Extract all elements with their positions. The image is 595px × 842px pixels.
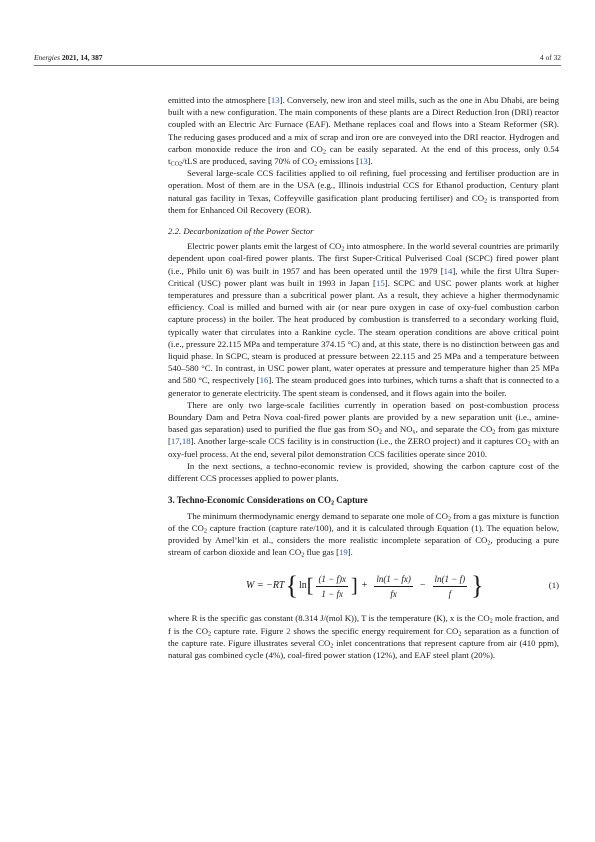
- citation-link[interactable]: 16: [259, 375, 269, 386]
- citation-link[interactable]: 18: [181, 436, 191, 447]
- citation-link[interactable]: 14: [443, 265, 453, 276]
- journal-name: Energies: [34, 53, 60, 62]
- section-heading-2-2: 2.2. Decarbonization of the Power Sector: [168, 226, 314, 237]
- citation-link[interactable]: 13: [359, 156, 368, 167]
- paragraph-power-plants: Electric power plants emit the largest of $CO_2$ into atmosphere. In the world several countries are primarily dependent upon coal-fired power plants. The first Super-Critical Pulverised Coal (SCPC) fired power plant (i.e., Philo unit 6) was built in 1957 and has been operated until the 1979 [14], while the first Ultra Super-Critical (USC) power plant was built in 1993 in Japan [15]. SCPC and USC power plants work at higher temperatures and pressure than a subcritical power plant. As a result, they achieve a higher thermodynamic efficiency. Coal is milled and burned with air (or near pure oxygen in case of oxy-fuel combustion carbon capture process) in the boiler. The heat produced by combustion is transferred to a secondary working fluid, typically water that circulates into a Rankine cycle. The steam operation conditions are above critical point (i.e., pressure 22.115 MPa and temperature 374.15 °C) and, at this state, there is no distinction between gas and liquid phase. In SCPC, steam is produced at pressure between 22.115 and 25 MPa and a temperature between 540–580 °C. In contrast, in USC power plant, water operates at pressure and temperature higher than 25 MPa and 580 °C, respectively [16]. The steam produced goes into turbines, which turns a shaft that is connected to a generator to generate electricity. The spent steam is condensed, and it flows again into the boiler.: [168, 241, 559, 398]
- citation-link[interactable]: 17: [170, 436, 180, 447]
- paragraph-large-scale-facilities: There are only two large-scale facilities currently in operation based on post-combustion process Boundary Dam and Petra Nova coal-fired power plants are provided by a new separation unit (i.e., amine-based gas separation) used to purified the flue gas from $SO_2$ and $NO_x$, and separate the $CO_2$ from gas mixture [17,18]. Another large-scale CCS facility is in construction (i.e., the ZERO project) and it captures $CO_2$ with an oxy-fuel process. At the end, several pilot demonstration CCS facilities operate since 2010.: [168, 399, 559, 459]
- citation-link[interactable]: 13: [270, 95, 280, 105]
- equation-formula: W = −RT { ln [ $\frac{(1 - f)x}{1 - fx}$ ] + $\frac{\ln(1 - fx)}{fx}$ − $\frac{\ln(1 - f)}{f}$ }: [246, 571, 484, 601]
- journal-citation: [34, 53, 103, 62]
- paragraph-dri-process: emitted into the atmosphere [13]. Conversely, new iron and steel mills, such as the one in Abu Dhabi, are being built with a new configuration. The main components of these plants are a Direct Reduction Iron (DRI) reactor coupled with an Electric Arc Furnace (EAF). Methane replaces coal and flows into a Steam Reformer (SR). The reducing gases produced and a mix of scrap and iron ore are conveyed into the DRI reactor. Hydrogen and carbon monoxide reduce the iron and $CO_2$ can be easily separated. At the end of this process, only 0.54 $t_{CO2}$/tLS are produced, saving 70% of $CO_2$ emissions [13].: [168, 95, 560, 168]
- fraction-2: $\frac{\ln(1 - fx)}{fx}$: [376, 573, 411, 599]
- equation-number: (1): [548, 580, 559, 591]
- main-text: [168, 94, 559, 661]
- paragraph-thermodynamic-demand: The minimum thermodynamic energy demand to separate one mole of $CO_2$ from a gas mixture is function of the $CO_2$ capture fraction (capture rate/100), and it is calculated through Equation (1). The equation below, provided by Amel’kin et al., considers the more realistic incomplete separation of $CO_2$, producing a pure stream of carbon dioxide and lean $CO_2$ flue gas [19].: [168, 510, 559, 559]
- equation-1: [168, 566, 559, 606]
- section-heading-3: 3. Techno-Economic Considerations on $CO_2$ Capture: [168, 495, 368, 507]
- page-number: 4 of 32: [540, 53, 561, 62]
- fraction-1: $\frac{(1 - f)x}{1 - fx}$: [318, 573, 346, 599]
- figure-link[interactable]: 2: [286, 625, 291, 636]
- citation-link[interactable]: 19: [339, 547, 348, 558]
- header-rule: [34, 65, 561, 66]
- paragraph-next-sections: In the next sections, a techno-economic review is provided, showing the carbon capture cost of the different CCS processes applied to power plants.: [168, 460, 559, 484]
- citation-link[interactable]: 15: [375, 277, 385, 288]
- equation-lhs: W = −RT: [246, 580, 285, 592]
- paragraph-where-definitions: where R is the specific gas constant (8.314 J/(mol K)), T is the temperature (K), x is the $CO_2$ mole fraction, and f is the $CO_2$ capture rate. Figure 2 shows the specific energy requirement for $CO_2$ separation as a function of the capture rate. Figure illustrates several $CO_2$ inlet concentrations that represent capture from air (410 ppm), natural gas combined cycle (4%), coal-fired power station (12%), and EAF steel plant (20%).: [168, 613, 560, 660]
- paragraph-ccs-facilities: Several large-scale CCS facilities applied to oil refining, fuel processing and fertiliser production are in operation. Most of them are in the USA (e.g., Illinois industrial CCS for Ethanol production, Century plant natural gas facility in Texas, Coffeyville gasification plant producing fertiliser) and $CO_2$ is transported from them for Enhanced Oil Recovery (EOR).: [168, 168, 559, 215]
- equation-ln: ln: [298, 580, 307, 592]
- fraction-3: $\frac{\ln(1 - f)}{f}$: [434, 573, 466, 599]
- journal-volume: 2021, 14, 387: [60, 53, 103, 62]
